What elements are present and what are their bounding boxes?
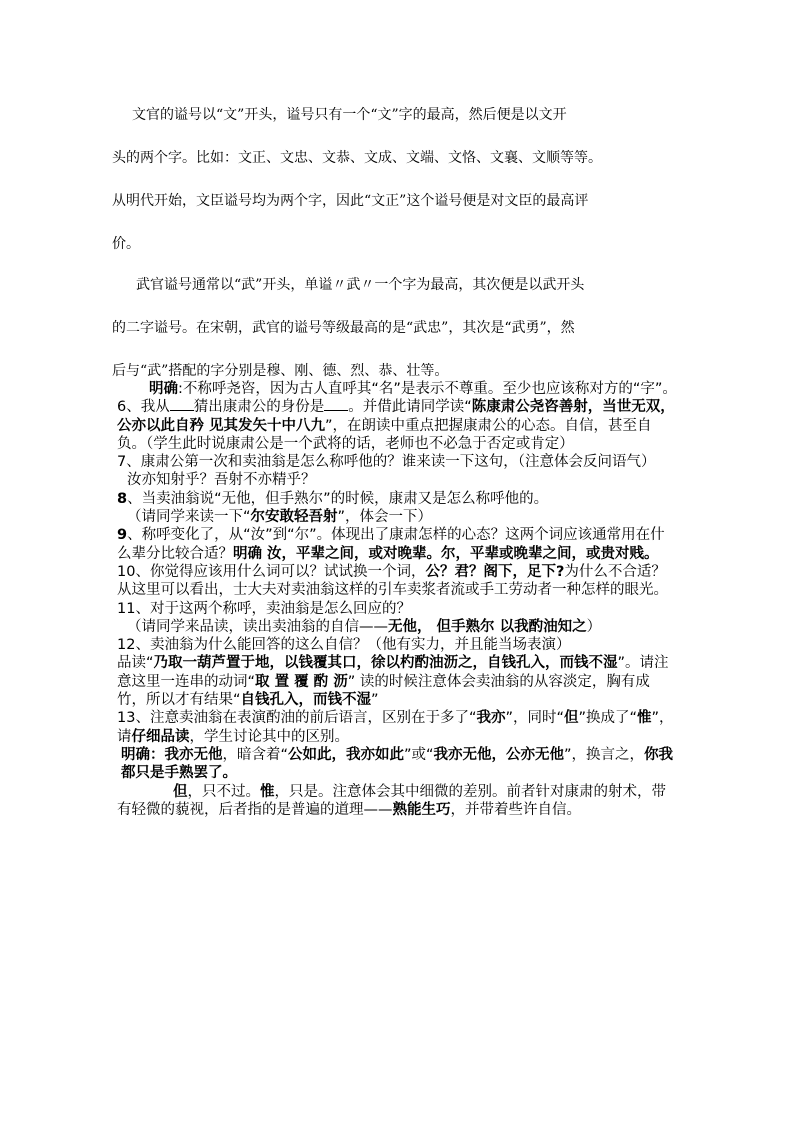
question-12: 12、卖油翁为什么能回答的这么自信？（他有实力，并且能当场表演）: [117, 637, 571, 654]
lesson-body: [117, 380, 677, 819]
question-6: 6、我从 猜出康肃公的身份是 。并借此请同学读“陈康肃公尧咨善射，当世无双，公亦以此自矜 见其发矢十中八九”，在朗读中重点把握康肃公的心态。自信，甚至自负。（学生此时说康肃公是一个武将的话，老师也不必急于否定或肯定）: [117, 399, 675, 452]
blank-line: [324, 398, 348, 411]
text-line: 的二字谥号。在宋朝，武官的谥号等级最高的是“武忠”，其次是“武勇”，然: [112, 320, 575, 336]
answer-clarification-2: 明确：我亦无他，暗含着“公如此，我亦如此”或“我亦无他，公亦无他”，换言之，你我都只是手熟罢了。: [121, 746, 674, 782]
question-12-reading: 品读“乃取一葫芦置于地，以钱覆其口，徐以杓酌油沥之，自钱孔入，而钱不湿”。请注意这里一连串的动词“取 置 覆 酌 沥” 读的时候注意体会卖油翁的从容淡定，胸有成竹，所以才有结果“自钱孔入，而钱不湿”: [117, 655, 669, 709]
answer-clarification: 明确:不称呼尧咨，因为古人直呼其“名”是表示不尊重。至少也应该称对方的“字”。: [149, 381, 677, 397]
text-line: 文官的谥号以“文”开头，谥号只有一个“文”字的最高，然后便是以文开: [132, 107, 567, 123]
question-7: 7、康肃公第一次和卖油翁是怎么称呼他的？谁来读一下这句，（注意体会反问语气）: [117, 454, 656, 471]
text-line: 后与“武”搭配的字分别是穆、刚、德、烈、恭、壮等。: [112, 363, 449, 379]
question-11-note: （请同学来品读，读出卖油翁的自信——无他， 但手熟尔 以我酌油知之）: [127, 618, 602, 635]
text-line: 头的两个字。比如：文正、文忠、文恭、文成、文端、文恪、文襄、文顺等等。: [112, 150, 602, 166]
closing-paragraph: 但，只不过。惟，只是。注意体会其中细微的差别。前者针对康肃的射术，带有轻微的藐视，后者指的是普遍的道理——熟能生巧，并带着些许自信。: [117, 783, 666, 818]
question-10: 10、你觉得应该用什么词可以？试试换一个词，公？君？阁下，足下?为什么不合适？从这里可以看出，士大夫对卖油翁这样的引车卖浆者流或手工劳动者一种怎样的眼光。: [117, 563, 668, 599]
question-8: 8、当卖油翁说“无他，但手熟尔”的时候，康肃又是怎么称呼他的。: [117, 490, 549, 507]
blank-line: [170, 398, 194, 411]
question-13: 13、注意卖油翁在表演酌油的前后语言，区别在于多了“我亦”，同时“但”换成了“惟”，请仔细品读，学生讨论其中的区别。: [117, 710, 674, 745]
question-8-note: （请同学来读一下“尔安敢轻吾射”，体会一下）: [127, 509, 433, 526]
quote-line: 汝亦知射乎？吾射不亦精乎？: [127, 472, 316, 489]
question-11: 11、对于这两个称呼，卖油翁是怎么回应的？: [117, 600, 411, 617]
question-9: 9、称呼变化了，从“汝”到“尔”。体现出了康肃怎样的心态？这两个词应该通常用在什么辈分比较合适？明确 汝，平辈之间，或对晚辈。尔，平辈或晚辈之间，或贵对贱。: [117, 527, 665, 562]
text-line: 武官谥号通常以“武”开头，单谥〃武〃一个字为最高，其次便是以武开头: [136, 277, 585, 293]
text-line: 价。: [112, 236, 140, 252]
text-line: 从明代开始，文臣谥号均为两个字，因此“文正”这个谥号便是对文臣的最高评: [112, 193, 589, 209]
